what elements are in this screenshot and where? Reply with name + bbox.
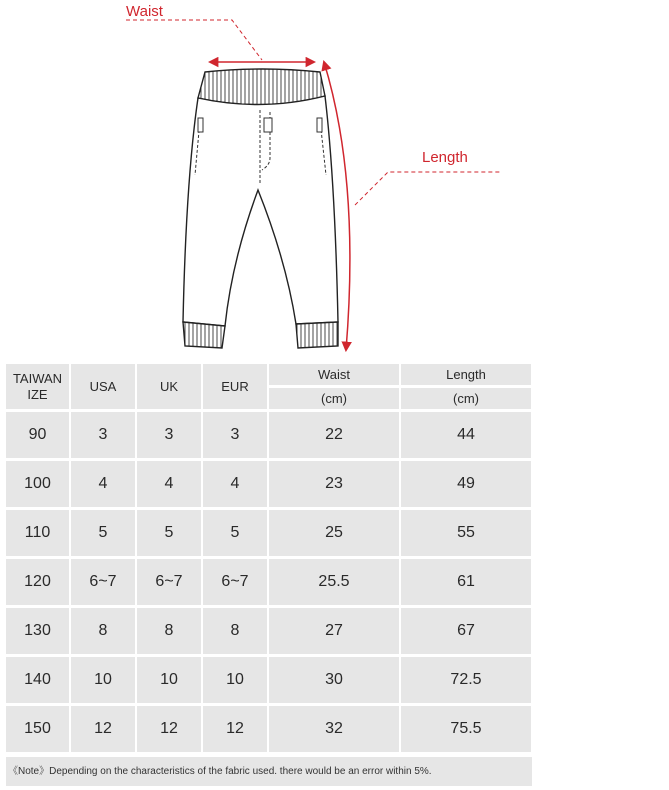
cell-usa: 4 [71, 461, 135, 507]
cell-waist: 25 [269, 510, 399, 556]
table-header-row [6, 364, 531, 385]
cell-usa: 10 [71, 657, 135, 703]
cell-uk: 6~7 [137, 559, 201, 605]
cell-waist: 25.5 [269, 559, 399, 605]
cell-eur: 5 [203, 510, 267, 556]
cell-eur: 3 [203, 412, 267, 458]
waist-label: Waist [126, 3, 163, 20]
cell-length: 72.5 [401, 657, 531, 703]
length-label: Length [422, 149, 468, 166]
cell-waist: 23 [269, 461, 399, 507]
cell-length: 49 [401, 461, 531, 507]
cell-length: 44 [401, 412, 531, 458]
cell-taiwan: 140 [6, 657, 69, 703]
header-usa: USA [71, 364, 135, 409]
cell-usa: 6~7 [71, 559, 135, 605]
cell-eur: 4 [203, 461, 267, 507]
cell-usa: 8 [71, 608, 135, 654]
header-waist: Waist [269, 364, 399, 385]
left-cuff [183, 322, 225, 348]
table-row [6, 461, 531, 507]
cell-eur: 10 [203, 657, 267, 703]
cell-taiwan: 90 [6, 412, 69, 458]
header-length: Length [401, 364, 531, 385]
cell-usa: 5 [71, 510, 135, 556]
header-waist-unit: (cm) [269, 388, 399, 409]
waistband [198, 69, 325, 105]
cell-taiwan: 110 [6, 510, 69, 556]
cell-eur: 12 [203, 706, 267, 752]
cell-length: 75.5 [401, 706, 531, 752]
cell-uk: 10 [137, 657, 201, 703]
cell-taiwan: 150 [6, 706, 69, 752]
size-chart-table [4, 361, 533, 755]
cell-eur: 8 [203, 608, 267, 654]
measurement-note: 《Note》Depending on the characteristics of the fabric used. there would be an error within 5%. [6, 757, 532, 786]
cell-uk: 12 [137, 706, 201, 752]
cell-taiwan: 100 [6, 461, 69, 507]
cell-uk: 4 [137, 461, 201, 507]
cell-waist: 27 [269, 608, 399, 654]
cell-length: 61 [401, 559, 531, 605]
header-taiwan-size: TAIWAN IZE [6, 364, 69, 409]
cell-length: 55 [401, 510, 531, 556]
header-eur: EUR [203, 364, 267, 409]
cell-uk: 8 [137, 608, 201, 654]
table-row [6, 706, 531, 752]
pants-measurement-diagram [0, 0, 669, 360]
table-row [6, 657, 531, 703]
cell-usa: 12 [71, 706, 135, 752]
cell-waist: 22 [269, 412, 399, 458]
header-length-unit: (cm) [401, 388, 531, 409]
table-row [6, 510, 531, 556]
cell-taiwan: 130 [6, 608, 69, 654]
cell-usa: 3 [71, 412, 135, 458]
cell-taiwan: 120 [6, 559, 69, 605]
cell-eur: 6~7 [203, 559, 267, 605]
cell-uk: 3 [137, 412, 201, 458]
table-row [6, 608, 531, 654]
cell-waist: 32 [269, 706, 399, 752]
pants-illustration [0, 0, 669, 360]
header-uk: UK [137, 364, 201, 409]
cell-waist: 30 [269, 657, 399, 703]
right-cuff [296, 322, 338, 348]
table-row [6, 412, 531, 458]
cell-length: 67 [401, 608, 531, 654]
cell-uk: 5 [137, 510, 201, 556]
table-row [6, 559, 531, 605]
